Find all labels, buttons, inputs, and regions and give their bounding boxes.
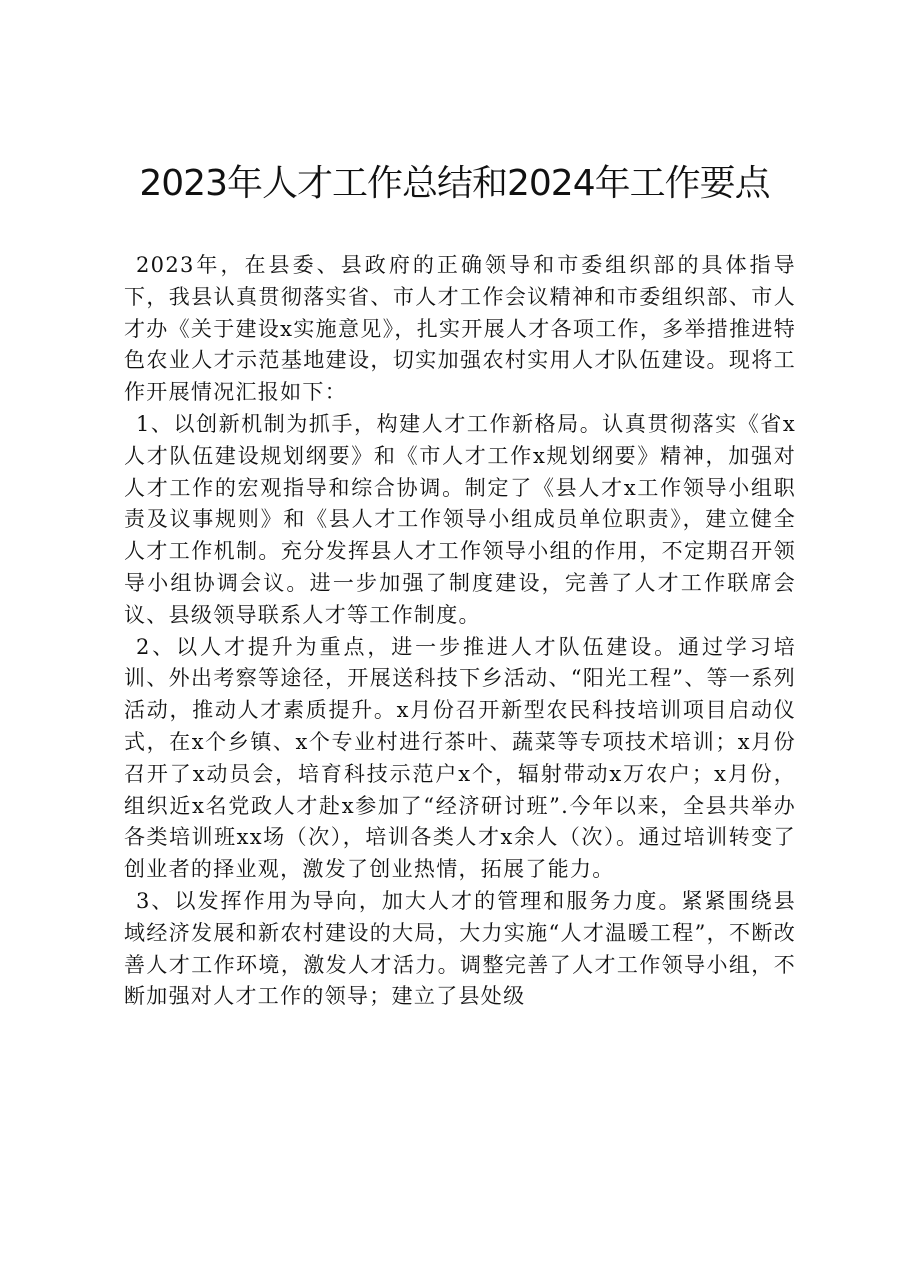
section-2-paragraph: 2、以人才提升为重点，进一步推进人才队伍建设。通过学习培训、外出考察等途径，开展送科技下乡活动、“阳光工程”、等一系列活动，推动人才素质提升。x月份召开新型农民科技培训项目启动仪式，在x个乡镇、x个专业村进行茶叶、蔬菜等专项技术培训；x月份召开了x动员会，培育科技示范户x个，辐射带动x万农户；x月份，组织近x名党政人才赴x参加了“经济研讨班”.今年以来，全县共举办各类培训班xx场（次），培训各类人才x余人（次）。通过培训转变了创业者的择业观，激发了创业热情，拓展了能力。 (124, 634, 796, 882)
section-1-paragraph: 1、以创新机制为抓手，构建人才工作新格局。认真贯彻落实《省x人才队伍建设规划纲要》和《市人才工作x规划纲要》精神，加强对人才工作的宏观指导和综合协调。制定了《县人才x工作领导小组职责及议事规则》和《县人才工作领导小组成员单位职责》，建立健全人才工作机制。充分发挥县人才工作领导小组的作用，不定期召开领导小组协调会议。进一步加强了制度建设，完善了人才工作联席会议、县级领导联系人才等工作制度。 (124, 411, 796, 627)
document-title: 2023年人才工作总结和2024年工作要点 (139, 163, 770, 204)
section-3-paragraph: 3、以发挥作用为导向，加大人才的管理和服务力度。紧紧围绕县域经济发展和新农村建设的大局，大力实施“人才温暖工程”，不断改善人才工作环境，激发人才活力。调整完善了人才工作领导小组，不断加强对人才工作的领导；建立了县处级 (124, 888, 796, 1009)
document-body (124, 250, 796, 1013)
intro-paragraph: 2023年，在县委、县政府的正确领导和市委组织部的具体指导下，我县认真贯彻落实省、市人才工作会议精神和市委组织部、市人才办《关于建设x实施意见》，扎实开展人才各项工作，多举措推进特色农业人才示范基地建设，切实加强农村实用人才队伍建设。现将工作开展情况汇报如下： (124, 253, 796, 405)
